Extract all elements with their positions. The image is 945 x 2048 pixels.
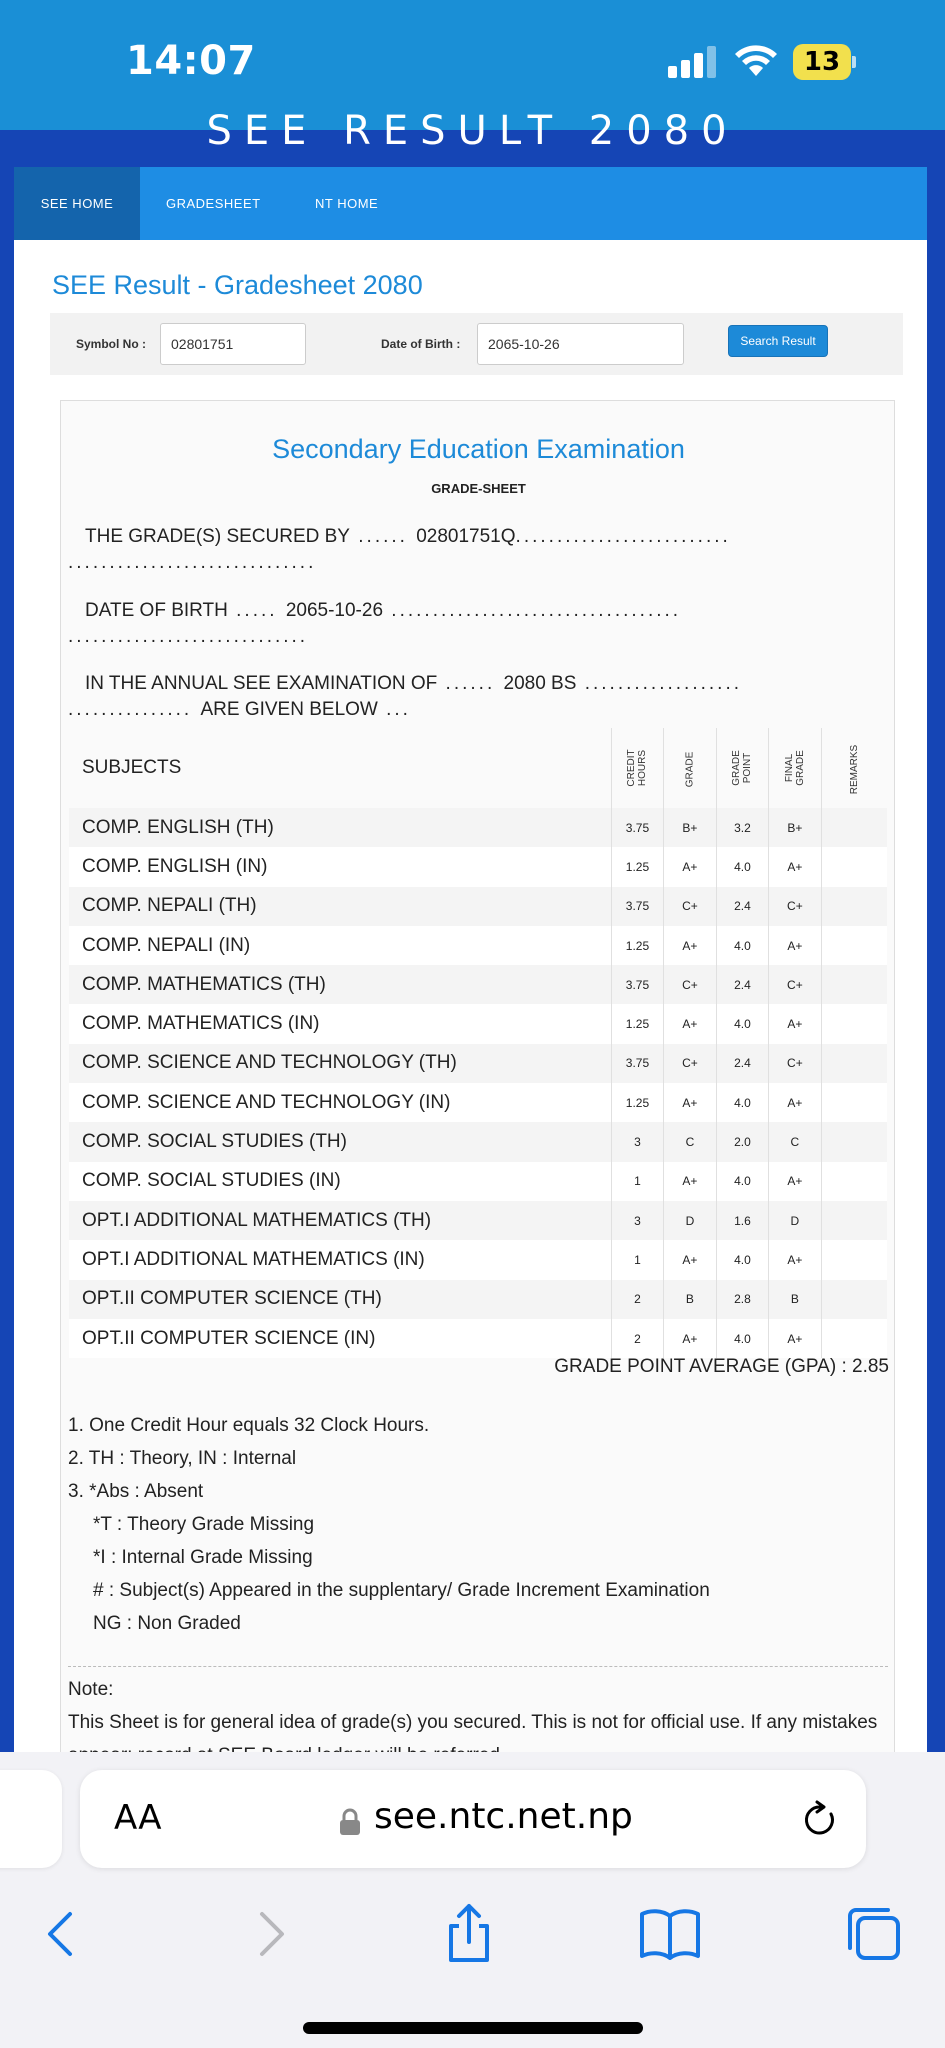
table-row xyxy=(69,1319,887,1358)
dob-input[interactable]: 2065-10-26 xyxy=(477,323,684,365)
grade-point-cell: 4.0 xyxy=(716,1162,768,1201)
final-grade-cell: C+ xyxy=(769,887,821,926)
table-row xyxy=(69,808,887,847)
final-grade-cell: C+ xyxy=(769,965,821,1004)
grade-cell: A+ xyxy=(664,847,716,886)
final-grade-cell: C+ xyxy=(769,1044,821,1083)
search-form xyxy=(50,313,903,375)
exam-year: 2080 BS xyxy=(503,673,577,694)
remarks-cell xyxy=(821,1162,887,1201)
grade-point-cell: 2.0 xyxy=(716,1122,768,1161)
credit-hours-cell: 3.75 xyxy=(611,808,663,847)
final-grade-cell: B xyxy=(769,1280,821,1319)
tabs-icon[interactable] xyxy=(842,1902,906,1966)
nav-nt-home[interactable]: NT HOME xyxy=(315,196,379,211)
note-6: # : Subject(s) Appeared in the supplentary/ Grade Increment Examination xyxy=(93,1580,710,1601)
bookmarks-icon[interactable] xyxy=(638,1902,702,1966)
grade-point-cell: 3.2 xyxy=(716,808,768,847)
dob-label: Date of Birth : xyxy=(381,337,461,351)
page-border-left xyxy=(0,240,14,1752)
remarks-cell xyxy=(821,965,887,1004)
final-grade-cell: A+ xyxy=(769,1240,821,1279)
grade-cell: C+ xyxy=(664,965,716,1004)
remarks-cell xyxy=(821,926,887,965)
grade-cell: C+ xyxy=(664,1044,716,1083)
grade-cell: A+ xyxy=(664,1083,716,1122)
note-2: 2. TH : Theory, IN : Internal xyxy=(68,1448,297,1469)
grade-point-cell: 2.4 xyxy=(716,965,768,1004)
gpa-label: GRADE POINT AVERAGE (GPA) : xyxy=(554,1356,847,1377)
remarks-cell xyxy=(821,1319,887,1358)
table-row xyxy=(69,887,887,926)
note-text: This Sheet is for general idea of grade(s) you secured. This is not for official use. If any mistakes xyxy=(68,1712,878,1733)
grades-table xyxy=(69,728,887,1358)
grade-point-cell: 2.4 xyxy=(716,887,768,926)
note-label: Note: xyxy=(68,1679,114,1700)
secured-by-line: THE GRADE(S) SECURED BY ...... 02801751Q.......................... .............................. xyxy=(68,526,731,573)
page-border-right xyxy=(927,240,945,1752)
final-grade-cell: A+ xyxy=(769,1162,821,1201)
grade-point-cell: 2.4 xyxy=(716,1044,768,1083)
note-4: *T : Theory Grade Missing xyxy=(93,1514,315,1535)
lock-icon xyxy=(338,1808,362,1836)
subject-cell: OPT.I ADDITIONAL MATHEMATICS (IN) xyxy=(69,1240,611,1279)
gpa-line xyxy=(61,1356,889,1378)
legend-notes xyxy=(68,1409,888,1640)
subject-cell: COMP. MATHEMATICS (IN) xyxy=(69,1004,611,1043)
forward-icon[interactable] xyxy=(238,1902,302,1966)
credit-hours-cell: 3.75 xyxy=(611,965,663,1004)
remarks-cell xyxy=(821,1122,887,1161)
remarks-cell xyxy=(821,1044,887,1083)
credit-hours-cell: 2 xyxy=(611,1280,663,1319)
note-5: *I : Internal Grade Missing xyxy=(93,1547,313,1568)
grade-cell: A+ xyxy=(664,1004,716,1043)
credit-hours-cell: 1 xyxy=(611,1240,663,1279)
note-divider xyxy=(68,1666,888,1667)
subject-cell: COMP. NEPALI (IN) xyxy=(69,926,611,965)
credit-hours-cell: 3.75 xyxy=(611,887,663,926)
header-credit-hours: CREDIT HOURS xyxy=(626,749,649,787)
battery-level: 13 xyxy=(793,44,851,80)
header-final-grade: FINAL GRADE xyxy=(783,750,806,786)
grade-point-cell: 4.0 xyxy=(716,1240,768,1279)
table-row xyxy=(69,1044,887,1083)
table-row xyxy=(69,1083,887,1122)
subject-cell: OPT.I ADDITIONAL MATHEMATICS (TH) xyxy=(69,1201,611,1240)
credit-hours-cell: 1 xyxy=(611,1162,663,1201)
grade-sheet xyxy=(60,400,895,1770)
page-title: SEE Result - Gradesheet 2080 xyxy=(52,270,423,300)
table-row xyxy=(69,1280,887,1319)
header-grade-point: GRADE POINT xyxy=(731,750,754,786)
grade-point-cell: 4.0 xyxy=(716,847,768,886)
table-row xyxy=(69,847,887,886)
cellular-signal-icon xyxy=(668,44,720,78)
final-grade-cell: B+ xyxy=(769,808,821,847)
remarks-cell xyxy=(821,1201,887,1240)
grade-cell: B xyxy=(664,1280,716,1319)
sheet-subtitle: GRADE-SHEET xyxy=(431,481,526,496)
remarks-cell xyxy=(821,808,887,847)
previous-tab-preview[interactable] xyxy=(0,1770,62,1868)
grade-cell: D xyxy=(664,1201,716,1240)
grade-cell: A+ xyxy=(664,1319,716,1358)
back-icon[interactable] xyxy=(30,1902,94,1966)
table-row xyxy=(69,1122,887,1161)
exam-line: IN THE ANNUAL SEE EXAMINATION OF ...... 2080 BS ................... ............... ARE GIVEN BELOW ... xyxy=(68,673,742,720)
final-grade-cell: C xyxy=(769,1122,821,1161)
grade-point-cell: 4.0 xyxy=(716,1083,768,1122)
final-grade-cell: A+ xyxy=(769,926,821,965)
header-remarks: REMARKS xyxy=(848,744,860,795)
table-header-row xyxy=(69,728,887,808)
grade-cell: C+ xyxy=(664,887,716,926)
share-icon[interactable] xyxy=(437,1902,501,1966)
gpa-value: 2.85 xyxy=(852,1356,889,1377)
symbol-label: Symbol No : xyxy=(76,337,147,351)
header-subjects: SUBJECTS xyxy=(69,728,611,808)
credit-hours-cell: 1.25 xyxy=(611,847,663,886)
home-indicator[interactable] xyxy=(303,2022,643,2034)
subject-cell: COMP. SOCIAL STUDIES (IN) xyxy=(69,1162,611,1201)
grade-cell: A+ xyxy=(664,1240,716,1279)
table-row xyxy=(69,1004,887,1043)
symbol-input[interactable]: 02801751 xyxy=(160,323,306,365)
subject-cell: COMP. SCIENCE AND TECHNOLOGY (TH) xyxy=(69,1044,611,1083)
remarks-cell xyxy=(821,1240,887,1279)
grade-cell: A+ xyxy=(664,926,716,965)
credit-hours-cell: 1.25 xyxy=(611,926,663,965)
credit-hours-cell: 1.25 xyxy=(611,1083,663,1122)
remarks-cell xyxy=(821,887,887,926)
reader-options-button[interactable]: AA xyxy=(114,1798,162,1838)
table-row xyxy=(69,1201,887,1240)
wifi-icon xyxy=(734,44,778,78)
grade-point-cell: 1.6 xyxy=(716,1201,768,1240)
grade-cell: A+ xyxy=(664,1162,716,1201)
credit-hours-cell: 3 xyxy=(611,1122,663,1161)
note-3: 3. *Abs : Absent xyxy=(68,1481,204,1502)
header-grade: GRADE xyxy=(684,751,696,788)
credit-hours-cell: 3.75 xyxy=(611,1044,663,1083)
subject-cell: OPT.II COMPUTER SCIENCE (IN) xyxy=(69,1319,611,1358)
status-time: 14:07 xyxy=(126,38,256,84)
subject-cell: COMP. ENGLISH (IN) xyxy=(69,847,611,886)
grade-point-cell: 4.0 xyxy=(716,1004,768,1043)
subject-cell: OPT.II COMPUTER SCIENCE (TH) xyxy=(69,1280,611,1319)
remarks-cell xyxy=(821,1004,887,1043)
table-row xyxy=(69,926,887,965)
final-grade-cell: D xyxy=(769,1201,821,1240)
final-grade-cell: A+ xyxy=(769,1319,821,1358)
grade-point-cell: 4.0 xyxy=(716,926,768,965)
browser-toolbar xyxy=(0,1752,945,2048)
battery-icon xyxy=(793,44,857,80)
page-content xyxy=(14,240,927,1752)
note-1: 1. One Credit Hour equals 32 Clock Hours. xyxy=(68,1415,430,1436)
subject-cell: COMP. SCIENCE AND TECHNOLOGY (IN) xyxy=(69,1083,611,1122)
top-nav xyxy=(0,167,945,240)
sheet-dob: 2065-10-26 xyxy=(285,600,384,621)
reload-icon[interactable] xyxy=(800,1800,840,1840)
final-grade-cell: A+ xyxy=(769,1083,821,1122)
grade-point-cell: 2.8 xyxy=(716,1280,768,1319)
remarks-cell xyxy=(821,1083,887,1122)
remarks-cell xyxy=(821,1280,887,1319)
dob-line: DATE OF BIRTH ..... 2065-10-26 ................................... ............................. xyxy=(68,600,682,647)
credit-hours-cell: 2 xyxy=(611,1319,663,1358)
sheet-title: Secondary Education Examination xyxy=(272,434,685,464)
final-grade-cell: A+ xyxy=(769,847,821,886)
site-banner xyxy=(0,108,945,167)
remarks-cell xyxy=(821,847,887,886)
final-grade-cell: A+ xyxy=(769,1004,821,1043)
subject-cell: COMP. SOCIAL STUDIES (TH) xyxy=(69,1122,611,1161)
subject-cell: COMP. MATHEMATICS (TH) xyxy=(69,965,611,1004)
subject-cell: COMP. NEPALI (TH) xyxy=(69,887,611,926)
address-bar[interactable] xyxy=(80,1770,866,1868)
note-7: NG : Non Graded xyxy=(93,1613,241,1634)
secured-symbol: 02801751Q xyxy=(416,526,516,547)
nav-gradesheet[interactable]: GRADESHEET xyxy=(166,196,261,211)
grade-cell: C xyxy=(664,1122,716,1161)
table-row xyxy=(69,965,887,1004)
credit-hours-cell: 1.25 xyxy=(611,1004,663,1043)
subject-cell: COMP. ENGLISH (TH) xyxy=(69,808,611,847)
grade-point-cell: 4.0 xyxy=(716,1319,768,1358)
table-row xyxy=(69,1162,887,1201)
url-text[interactable]: see.ntc.net.np xyxy=(374,1796,633,1837)
banner-title: SEE RESULT 2080 xyxy=(206,108,739,154)
nav-see-home[interactable]: SEE HOME xyxy=(14,167,140,240)
credit-hours-cell: 3 xyxy=(611,1201,663,1240)
search-result-button[interactable]: Search Result xyxy=(728,325,828,357)
table-row xyxy=(69,1240,887,1279)
grade-cell: B+ xyxy=(664,808,716,847)
